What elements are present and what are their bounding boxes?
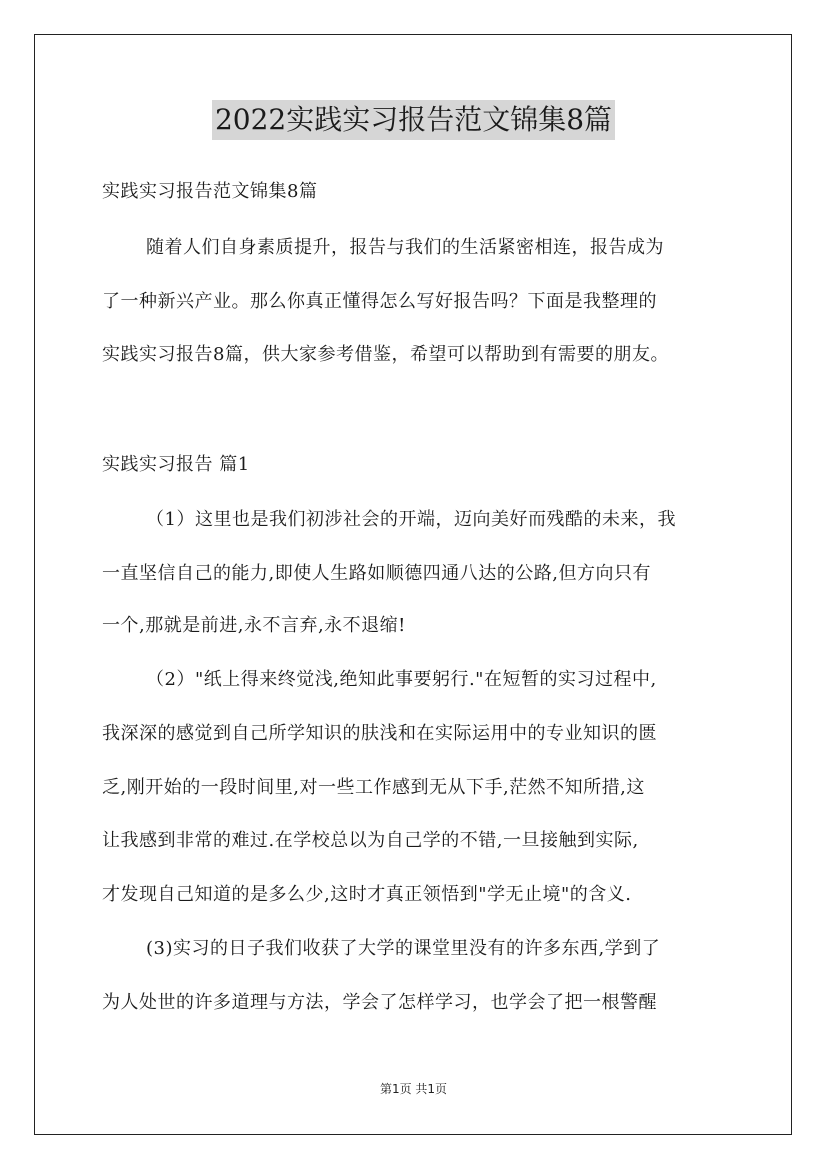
document-subtitle: 实践实习报告范文锦集8篇 <box>102 181 318 202</box>
document-title: 2022实践实习报告范文锦集8篇 <box>212 100 615 140</box>
body-line: 一个,那就是前进,永不言弃,永不退缩! <box>102 615 406 636</box>
body-line: 让我感到非常的难过.在学校总以为自己学的不错,一旦接触到实际, <box>102 830 639 851</box>
body-line: 乏,刚开始的一段时间里,对一些工作感到无从下手,茫然不知所措,这 <box>102 777 645 798</box>
body-line: 为人处世的许多道理与方法，学会了怎样学习，也学会了把一根警醒 <box>102 992 657 1013</box>
intro-line: 随着人们自身素质提升，报告与我们的生活紧密相连，报告成为 <box>146 237 664 258</box>
page-number-footer: 第1页 共1页 <box>379 1082 448 1096</box>
body-line: （1）这里也是我们初涉社会的开端，迈向美好而残酷的未来，我 <box>146 509 676 530</box>
body-line: 才发现自己知道的是多么少,这时才真正领悟到"学无止境"的含义. <box>102 884 632 905</box>
body-line: 一直坚信自己的能力,即使人生路如顺德四通八达的公路,但方向只有 <box>102 563 651 584</box>
intro-line: 实践实习报告8篇，供大家参考借鉴，希望可以帮助到有需要的朋友。 <box>102 344 669 365</box>
body-line: （2）"纸上得来终觉浅,绝知此事要躬行."在短暂的实习过程中, <box>146 669 657 690</box>
body-line: (3)实习的日子我们收获了大学的课堂里没有的许多东西,学到了 <box>146 938 661 959</box>
title-container <box>0 100 827 140</box>
body-line: 我深深的感觉到自己所学知识的肤浅和在实际运用中的专业知识的匮 <box>102 723 657 744</box>
section-heading: 实践实习报告 篇1 <box>102 454 250 475</box>
intro-line: 了一种新兴产业。那么你真正懂得怎么写好报告吗？下面是我整理的 <box>102 291 657 312</box>
